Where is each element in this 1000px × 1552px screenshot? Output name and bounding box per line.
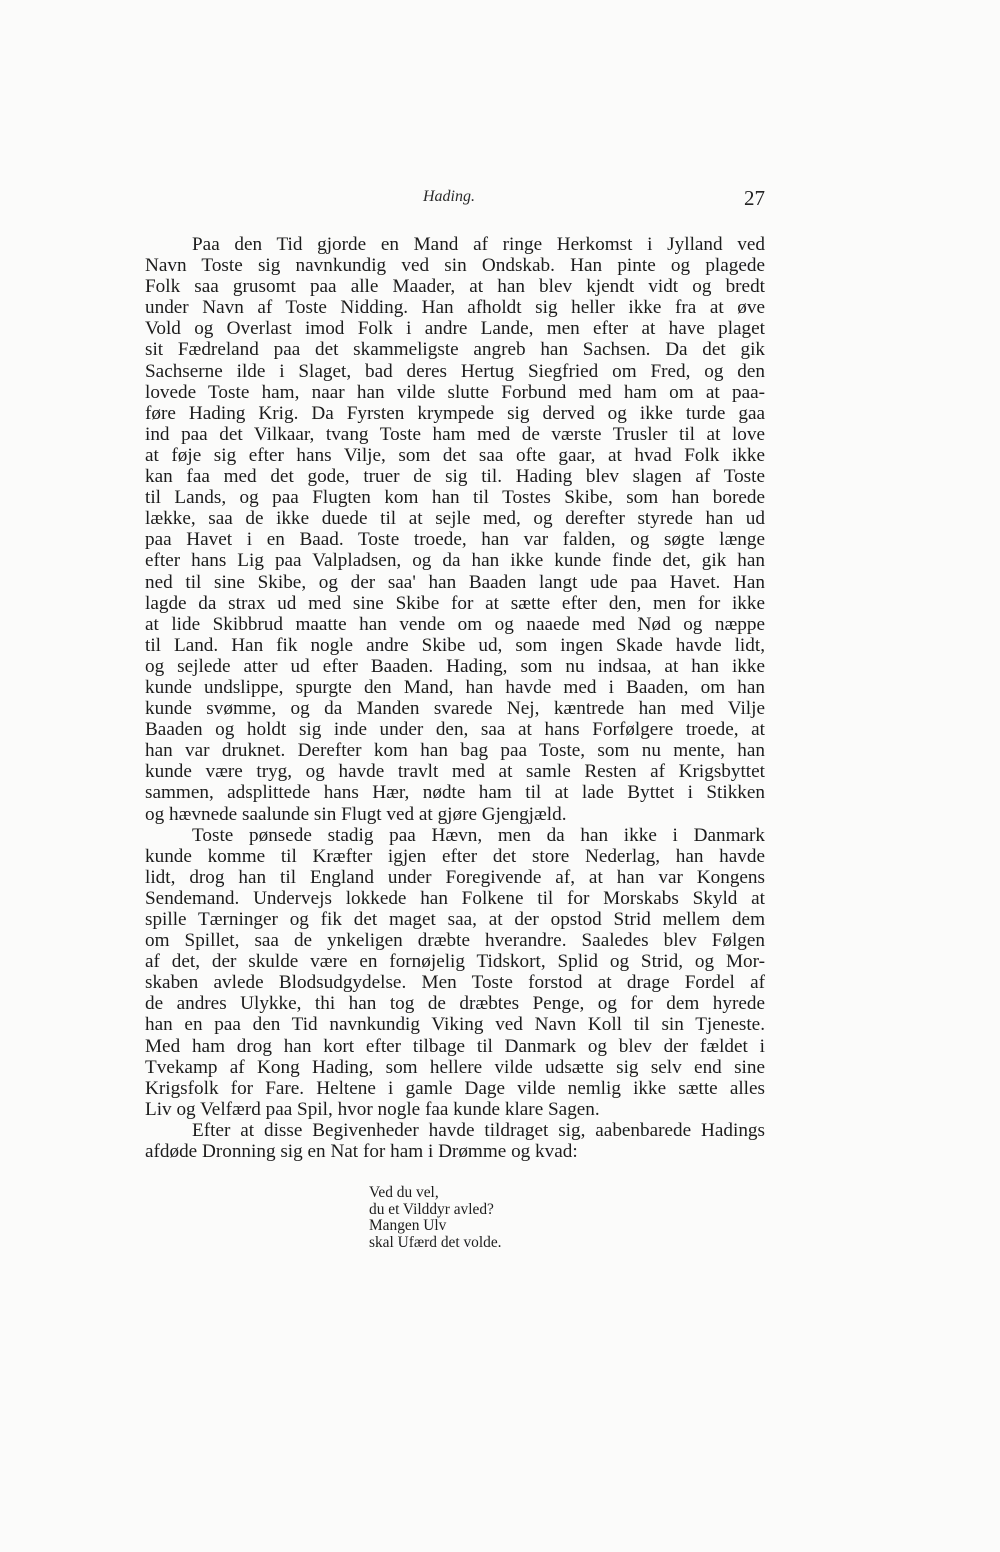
text-line: ned til sine Skibe, og der saa' han Baaden langt ude paa Havet. Han (145, 571, 765, 593)
text-line: han en paa den Tid navnkundig Viking ved Navn Koll til sin Tjeneste. (145, 1014, 765, 1036)
running-title: Hading. (423, 188, 475, 205)
text-line: til Land. Han fik nogle andre Skibe ud, som ingen Skade havde lidt, (145, 634, 765, 656)
text-line: føre Hading Krig. Da Fyrsten krympede sig derved og ikke turde gaa (145, 402, 765, 424)
text-line: af det, der skulde være en fornøjelig Tidskort, Splid og Strid, og Mor- (145, 951, 765, 973)
text-line: om Spillet, saa de ynkeligen dræbte hverandre. Saaledes blev Følgen (145, 930, 765, 952)
text-line: Sachserne ilde i Slaget, bad deres Hertug Siegfried om Fred, og den (145, 360, 765, 382)
text-line: og sejlede atter ud efter Baaden. Hading, som nu indsaa, at han ikke (145, 655, 765, 677)
text-line: Tvekamp af Kong Hading, som hellere vilde udsætte sig selv end sine (145, 1056, 765, 1078)
text-line: Krigsfolk for Fare. Heltene i gamle Dage vilde nemlig ikke sætte alles (145, 1077, 765, 1099)
paragraph (145, 1120, 765, 1162)
text-line: lagde da strax ud med sine Skibe for at sætte efter den, men for ikke (145, 592, 765, 614)
text-line: Sendemand. Undervejs lokkede han Folkene til for Morskabs Skyld at (145, 887, 765, 909)
text-line: at lide Skibbrud maatte han vende om og naaede med Nød og næppe (145, 613, 765, 635)
text-line: kunde komme til Kræfter igjen efter det store Nederlag, han havde (145, 845, 765, 867)
text-line: Navn Toste sig navnkundig ved sin Ondskab. Han pinte og plagede (145, 255, 765, 277)
text-line: Paa den Tid gjorde en Mand af ringe Herkomst i Jylland ved (192, 234, 765, 255)
text-line: Toste pønsede stadig paa Hævn, men da han ikke i Danmark (192, 824, 765, 846)
verse-block (369, 1185, 629, 1251)
text-line: spille Tærninger og fik det maget saa, at der opstod Strid mellem dem (145, 909, 765, 930)
text-line: Vold og Overlast imod Folk i andre Lande, men efter at have plaget (145, 318, 765, 340)
text-line: og hævnede saalunde sin Flugt ved at gjøre Gjengjæld. (145, 803, 567, 825)
text-line: de andres Ulykke, thi han tog de dræbtes Penge, og for dem hyrede (145, 993, 765, 1015)
text-line: lovede Toste ham, naar han vilde slutte Forbund med ham om at paa- (145, 381, 765, 403)
text-line: lække, saa de ikke duede til at sejle med, og derefter styrede han ud (145, 508, 765, 530)
text-line: kunde være tryg, og havde travlt med at samle Resten af Krigsbyttet (145, 761, 765, 783)
page-number: 27 (744, 186, 765, 210)
text-line: kan faa med det gode, truer de sig til. Hading blev slagen af Toste (145, 466, 765, 488)
text-line: sit Fædreland paa det skammeligste angreb han Sachsen. Da det gik (145, 339, 765, 361)
text-line: Liv og Velfærd paa Spil, hvor nogle faa kunde klare Sagen. (145, 1098, 600, 1120)
text-line: afdøde Dronning sig en Nat for ham i Drømme og kvad: (145, 1141, 578, 1163)
text-line: han var druknet. Derefter kom han bag paa Toste, som nu mente, han (145, 740, 765, 762)
verse-line: skal Ufærd det volde. (369, 1233, 502, 1251)
paragraph (145, 825, 765, 1120)
verse-line: du et Vilddyr avled? (369, 1200, 494, 1218)
text-line: paa Havet i en Baad. Toste troede, han var falden, og søgte længe (145, 529, 765, 551)
text-line: efter hans Lig paa Valpladsen, og da han ikke kunde finde det, gik han (145, 550, 765, 572)
text-line: kunde undslippe, spurgte den Mand, han havde med i Baaden, om han (145, 676, 765, 698)
text-line: under Navn af Toste Nidding. Han afholdt sig heller ikke fra at øve (145, 297, 765, 319)
text-line: ind paa det Vilkaar, tvang Toste ham med de værste Trusler til at love (145, 423, 765, 445)
text-line: at føje sig efter hans Vilje, som det saa ofte gaar, at hvad Folk ikke (145, 444, 765, 466)
body-text (145, 234, 765, 1162)
paragraph (145, 234, 765, 825)
text-line: til Lands, og paa Flugten kom han til Tostes Skibe, som han borede (145, 487, 765, 509)
running-header (145, 186, 765, 214)
text-line: kunde svømme, og da Manden svarede Nej, kæntrede han med Vilje (145, 698, 765, 720)
text-line: Efter at disse Begivenheder havde tildraget sig, aabenbarede Hadings (192, 1119, 765, 1141)
verse-line: Ved du vel, (369, 1184, 439, 1201)
verse-line: Mangen Ulv (369, 1217, 447, 1235)
text-line: skaben avlede Blodsudgydelse. Men Toste forstod at drage Fordel af (145, 972, 765, 994)
text-line: sammen, adsplittede hans Hær, nødte ham til at lade Byttet i Stikken (145, 782, 765, 804)
text-line: Med ham drog han kort efter tilbage til Danmark og blev der fældet i (145, 1035, 765, 1057)
text-line: Folk saa grusomt paa alle Maader, at han blev kjendt vidt og bredt (145, 276, 765, 298)
text-line: Baaden og holdt sig inde under den, saa at hans Forfølgere troede, at (145, 719, 765, 741)
text-line: lidt, drog han til England under Foregivende af, at han var Kongens (145, 866, 765, 888)
